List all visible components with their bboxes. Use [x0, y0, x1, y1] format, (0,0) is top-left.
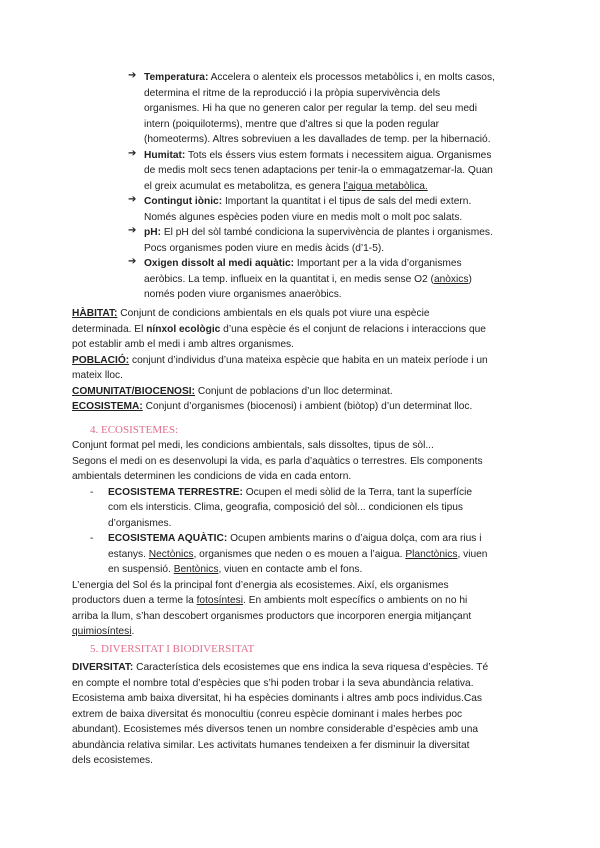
definitions-block	[72, 306, 532, 415]
paragraph-text: Ocupen ambients marins o d’aigua dolça, com ara rius i	[227, 533, 482, 544]
list-item	[128, 194, 528, 225]
habitat-text: pot establir amb el medi i amb altres organismes.	[72, 339, 294, 350]
factor-text: només poden viure organismes anaeròbics.	[144, 289, 342, 300]
planctonics-term: Planctònics	[405, 548, 458, 560]
paragraph-text: . En ambients molt específics o ambients on no hi	[243, 595, 468, 606]
paragraph-text: Característica dels ecosistemes que ens indica la seva riquesa d’espècies. Té	[133, 662, 489, 673]
fotosintesi-term: fotosíntesi	[196, 595, 244, 606]
factor-term: Humitat:	[144, 149, 186, 161]
factor-text: aeròbics. La temp. influeix en la quantitat i, en medis sense O2 (	[144, 273, 434, 285]
section-ecosistemes	[72, 438, 532, 640]
factor-text: Accelera o alenteix els processos metabòlics i, en molts casos,	[210, 72, 495, 83]
ecosistema-term: ECOSISTEMA:	[72, 401, 143, 412]
arrow-icon: ➔	[128, 194, 137, 205]
poblacio-term: POBLACIÓ:	[72, 354, 130, 366]
arrow-icon: ➔	[128, 70, 137, 81]
factor-text: El pH del sòl també condiciona la supervivència de plantes i organismes.	[163, 227, 493, 238]
arrow-icon: ➔	[128, 147, 137, 159]
comunitat-text: Conjunt de poblacions d’un lloc determinat.	[195, 385, 393, 397]
factor-text: organismes. Hi ha que no generen calor per regular la temp. del seu medi	[144, 103, 477, 114]
factor-text: intern (poiquiloterms), mentre que d’altres si que la poden regular	[144, 118, 440, 130]
habitat-term: HÀBITAT:	[72, 308, 118, 319]
paragraph-text: Conjunt format pel medi, les condicions ambientals, sals dissoltes, tipus de sòl...	[72, 440, 434, 451]
factor-term: Temperatura:	[144, 72, 209, 83]
factor-text: Pocs organismes poden viure en medis àcids (d’1-5).	[144, 242, 385, 254]
paragraph-text: L’energia del Sol és la principal font d’energia als ecosistemes. Així, els organismes	[72, 579, 449, 591]
abiotic-factors-list	[128, 70, 528, 303]
paragraph-text: Ocupen el medi sòlid de la Terra, tant la superfície	[242, 486, 473, 498]
habitat-text: determinada. El	[72, 323, 147, 335]
factor-text: Tots els éssers vius estem formats i necessitem aigua. Organismes	[187, 149, 492, 161]
dash-bullet: -	[90, 533, 94, 544]
bentonics-term: Bentònics	[173, 564, 219, 575]
section-diversitat	[72, 660, 532, 769]
list-item	[128, 225, 528, 256]
list-item	[90, 485, 532, 532]
paragraph-text: abundància relativa similar. Les activitats humanes tendeixen a fer disminuir la diversitat	[72, 739, 470, 751]
paragraph-text: estanys.	[108, 548, 149, 560]
list-item	[128, 256, 528, 303]
factor-text: de medis molt secs tenen adaptacions per tenir-la o emmagatzemar-la. Quan	[144, 165, 493, 176]
list-item	[128, 148, 528, 195]
paragraph-text: , viuen	[457, 548, 488, 560]
factor-text: Només algunes espècies poden viure en medis molt o molt poc salats.	[144, 211, 463, 223]
habitat-text: d’una espècie és el conjunt de relacions i interaccions que	[220, 323, 486, 335]
paragraph-text: Ecosistema amb baixa diversitat, hi ha espècies dominants i altres amb pocs individus.Cas	[72, 693, 482, 704]
factor-term: Oxigen dissolt al medi aquàtic:	[144, 258, 295, 269]
section-heading-ecosistemes: 4. ECOSISTEMES:	[90, 424, 179, 436]
list-item	[90, 531, 532, 578]
factor-term: pH:	[144, 227, 161, 238]
paragraph-text: com els intersticis. Clima, geografia, composició del sòl... condicionen els tipus	[108, 502, 464, 513]
factor-text: )	[468, 273, 472, 285]
paragraph-text: extrem de baixa diversitat és monocultiu (conreu espècie dominant i males herbes poc	[72, 708, 463, 720]
ecosystem-types-list	[90, 485, 532, 578]
factor-text: el greix acumulat es metabolitza, es genera	[144, 180, 344, 192]
paragraph-text: .	[131, 626, 135, 637]
factor-link: anòxics	[433, 273, 469, 285]
poblacio-text: mateix lloc.	[72, 370, 123, 381]
paragraph-text: arriba la llum, s’han descobert organismes productors que incorporen energia mitjançant	[72, 610, 472, 622]
paragraph-text: Segons el medi on es desenvolupi la vida, es parla d’aquàtics o terrestres. Els components	[72, 455, 483, 467]
paragraph-text: ambientals determinen les condicions de vida en cada entorn.	[72, 471, 352, 482]
paragraph-text: productors duen a terme la	[72, 595, 197, 606]
factor-text: Important per a la vida d’organismes	[296, 258, 462, 269]
diversitat-term: DIVERSITAT:	[72, 662, 134, 673]
comunitat-term: COMUNITAT/BIOCENOSI:	[72, 385, 195, 397]
paragraph-text: abundant). Ecosistemes més diversos tenen un nombre considerable d’espècies amb una	[72, 724, 479, 735]
ninxol-term: nínxol ecològic	[146, 323, 221, 335]
paragraph-text: dels ecosistemes.	[72, 755, 153, 766]
arrow-icon: ➔	[128, 256, 137, 267]
arrow-icon: ➔	[128, 225, 137, 236]
factor-link: l’aigua metabòlica.	[343, 180, 428, 192]
paragraph-text: , viuen en contacte amb el fons.	[218, 564, 363, 575]
factor-text: determina el ritme de la reproducció i la pròpia supervivència dels	[144, 87, 441, 99]
paragraph-text: d’organismes.	[108, 517, 172, 529]
paragraph-text: , organismes que neden o es mouen a l’aigua.	[193, 548, 406, 560]
terrestre-term: ECOSISTEMA TERRESTRE:	[108, 486, 243, 498]
dash-bullet: -	[90, 486, 94, 498]
aquatic-term: ECOSISTEMA AQUÀTIC:	[108, 533, 228, 544]
factor-text: (homeoterms). Altres sobreviuen a les davallades de temp. per la hibernació.	[144, 134, 491, 145]
factor-text: Important la quantitat i el tipus de sals del medi extern.	[224, 196, 472, 207]
quimiosintesi-term: quimiosíntesi	[72, 626, 132, 637]
paragraph-text: en suspensió.	[108, 564, 174, 575]
habitat-text: Conjunt de condicions ambientals en els quals pot viure una espècie	[117, 308, 430, 319]
ecosistema-text: Conjunt d’organismes (biocenosi) i ambient (biòtop) d’un determinat lloc.	[142, 401, 473, 412]
poblacio-text: conjunt d’individus d’una mateixa espècie que habita en un mateix període i un	[129, 354, 488, 366]
factor-term: Contingut iònic:	[144, 196, 223, 207]
section-heading-diversitat: 5. DIVERSITAT I BIODIVERSITAT	[90, 643, 255, 655]
list-item	[128, 70, 528, 148]
nectonics-term: Nectònics	[148, 548, 194, 560]
paragraph-text: en compte el nombre total d’espècies que s’hi poden trobar i la seva abundància relativa.	[72, 677, 474, 689]
